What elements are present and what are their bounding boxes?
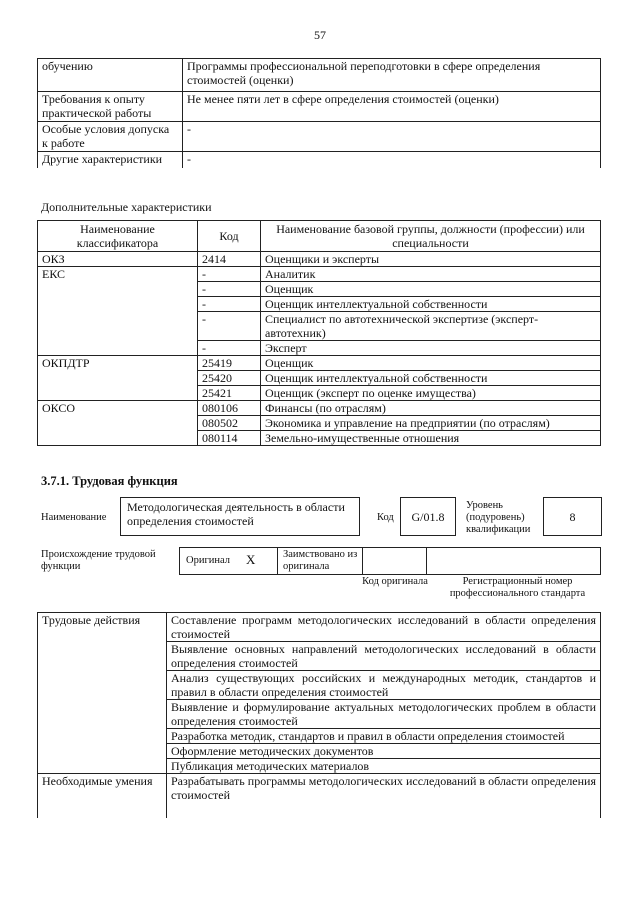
column-header: Код bbox=[198, 221, 261, 252]
origin-code-label: Код оригинала bbox=[362, 576, 428, 587]
section-title: 3.7.1. Трудовая функция bbox=[41, 474, 178, 488]
name-box bbox=[120, 497, 360, 536]
column-header: Наименование классификатора bbox=[38, 221, 198, 252]
classifier-cell: ОКПДТР bbox=[38, 356, 198, 371]
name-cell: Оценщик (эксперт по оценке имущества) bbox=[261, 386, 601, 401]
page-number: 57 bbox=[314, 28, 326, 42]
education-requirements-table bbox=[37, 58, 601, 168]
row-value: Не менее пяти лет в сфере определения стоимостей (оценки) bbox=[183, 92, 601, 122]
code-cell: - bbox=[198, 267, 261, 282]
table-row bbox=[38, 401, 601, 416]
name-cell: Оценщики и эксперты bbox=[261, 252, 601, 267]
table-row bbox=[38, 729, 601, 744]
code-cell: 25419 bbox=[198, 356, 261, 371]
classifier-cell: ОКЗ bbox=[38, 252, 198, 267]
name-cell: Оценщик bbox=[261, 282, 601, 297]
code-cell: 25420 bbox=[198, 371, 261, 386]
table-row bbox=[38, 356, 601, 371]
reg-number-label: Регистрационный номер профессионального стандарта bbox=[449, 576, 586, 599]
divider bbox=[426, 547, 427, 574]
code-cell: - bbox=[198, 312, 261, 341]
table-row bbox=[38, 341, 601, 356]
row-value: Программы профессиональной переподготовки в сфере определения стоимостей (оценки) bbox=[183, 59, 601, 92]
borrowed-label: Заимствовано из оригинала bbox=[283, 549, 358, 572]
table-row bbox=[38, 744, 601, 759]
code-cell: - bbox=[198, 282, 261, 297]
code-cell: - bbox=[198, 297, 261, 312]
code-cell: - bbox=[198, 341, 261, 356]
divider bbox=[362, 547, 363, 574]
origin-label: Происхождение трудовой функции bbox=[41, 549, 156, 572]
table-row bbox=[38, 59, 601, 92]
name-cell: Аналитик bbox=[261, 267, 601, 282]
labor-actions-table bbox=[37, 612, 601, 818]
labor-action-item: Оформление методических документов bbox=[167, 744, 601, 759]
labor-action-item: Публикация методических материалов bbox=[167, 759, 601, 774]
code-cell: 25421 bbox=[198, 386, 261, 401]
labor-action-item: Составление программ методологических исследований в области определения стоимостей bbox=[167, 613, 601, 642]
table-row bbox=[38, 759, 601, 774]
level-box bbox=[543, 497, 602, 536]
code-box bbox=[400, 497, 456, 536]
origin-box bbox=[179, 547, 601, 575]
code-cell: 2414 bbox=[198, 252, 261, 267]
table-row bbox=[38, 312, 601, 341]
row-label: Особые условия допуска к работе bbox=[38, 122, 183, 152]
table-row bbox=[38, 371, 601, 386]
row-label: Другие характеристики bbox=[38, 152, 183, 168]
row-value: - bbox=[183, 152, 601, 168]
name-cell: Земельно-имущественные отношения bbox=[261, 431, 601, 446]
row-label: обучению bbox=[38, 59, 183, 92]
row-label: Требования к опыту практической работы bbox=[38, 92, 183, 122]
row-label: Трудовые действия bbox=[38, 613, 167, 642]
table-row bbox=[38, 671, 601, 700]
table-row bbox=[38, 642, 601, 671]
column-header: Наименование базовой группы, должности (профессии) или специальности bbox=[261, 221, 601, 252]
name-cell: Специалист по автотехнической экспертизе (эксперт-автотехник) bbox=[261, 312, 601, 341]
name-value: Методологическая деятельность в области определения стоимостей bbox=[127, 500, 345, 528]
labor-action-item: Разработка методик, стандартов и правил в области определения стоимостей bbox=[167, 729, 601, 744]
table-row bbox=[38, 297, 601, 312]
divider bbox=[277, 547, 278, 574]
classifier-cell: ОКСО bbox=[38, 401, 198, 416]
table-row bbox=[38, 267, 601, 282]
code-value: G/01.8 bbox=[411, 510, 445, 524]
additional-characteristics-caption: Дополнительные характеристики bbox=[41, 200, 212, 214]
skill-item: Разрабатывать программы методологических исследований в области определения стоимостей bbox=[167, 774, 601, 818]
labor-action-item: Выявление основных направлений методологических исследований в области определения стоимостей bbox=[167, 642, 601, 671]
classifier-cell: ЕКС bbox=[38, 267, 198, 282]
name-cell: Эксперт bbox=[261, 341, 601, 356]
code-cell: 080106 bbox=[198, 401, 261, 416]
table-row bbox=[38, 613, 601, 642]
original-mark: X bbox=[246, 552, 256, 567]
level-label: Уровень (подуровень) квалификации bbox=[466, 500, 531, 535]
table-row bbox=[38, 700, 601, 729]
code-cell: 080114 bbox=[198, 431, 261, 446]
name-label: Наименование bbox=[41, 512, 107, 523]
name-cell: Финансы (по отраслям) bbox=[261, 401, 601, 416]
additional-characteristics-table bbox=[37, 220, 601, 446]
row-value: - bbox=[183, 122, 601, 152]
table-row bbox=[38, 431, 601, 446]
table-header-row bbox=[38, 221, 601, 252]
table-row bbox=[38, 774, 601, 818]
name-cell: Оценщик интеллектуальной собственности bbox=[261, 297, 601, 312]
table-row bbox=[38, 416, 601, 431]
code-cell: 080502 bbox=[198, 416, 261, 431]
original-label: Оригинал bbox=[186, 555, 230, 566]
name-cell: Оценщик интеллектуальной собственности bbox=[261, 371, 601, 386]
labor-action-item: Анализ существующих российских и международных методик, стандартов и правил в области определения стоимостей bbox=[167, 671, 601, 700]
table-row bbox=[38, 152, 601, 168]
level-value: 8 bbox=[569, 510, 576, 524]
name-cell: Экономика и управление на предприятии (по отраслям) bbox=[261, 416, 601, 431]
name-cell: Оценщик bbox=[261, 356, 601, 371]
table-row bbox=[38, 386, 601, 401]
table-row bbox=[38, 122, 601, 152]
table-row bbox=[38, 282, 601, 297]
table-row bbox=[38, 92, 601, 122]
labor-action-item: Выявление и формулирование актуальных методологических проблем в области определения стоимостей bbox=[167, 700, 601, 729]
table-row bbox=[38, 252, 601, 267]
code-label: Код bbox=[377, 512, 394, 523]
row-label: Необходимые умения bbox=[38, 774, 167, 818]
